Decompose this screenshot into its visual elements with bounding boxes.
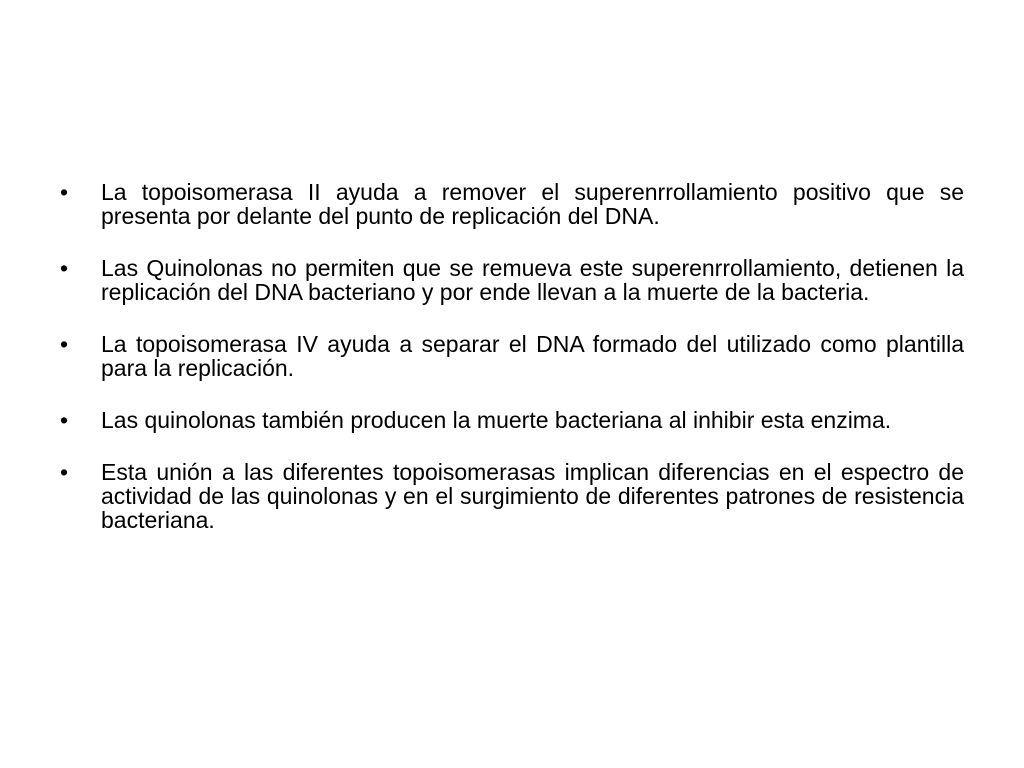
bullet-item-quinolonas-replicacion bbox=[60, 256, 964, 304]
bullet-text: Esta unión a las diferentes topoisomerasas implican diferencias en el espectro de actividad de las quinolonas y en el surgimiento de diferentes patrones de resistencia bacteriana. bbox=[101, 459, 964, 533]
bullet-text: La topoisomerasa II ayuda a remover el superenrrollamiento positivo que se presenta por delante del punto de replicación del DNA. bbox=[101, 179, 964, 229]
bullet-item-quinolonas-enzima bbox=[60, 408, 964, 432]
bullet-text: Las quinolonas también producen la muerte bacteriana al inhibir esta enzima. bbox=[101, 407, 892, 433]
bullet-icon: • bbox=[60, 179, 69, 205]
bullet-item-topoisomerasa-ii bbox=[60, 180, 964, 228]
bullet-item-topoisomerasas-resistencia bbox=[60, 460, 964, 532]
bullet-text: Las Quinolonas no permiten que se remueva este superenrrollamiento, detienen la replicación del DNA bacteriano y por ende llevan a la muerte de la bacteria. bbox=[101, 255, 964, 305]
bullet-icon: • bbox=[60, 459, 69, 485]
bullet-icon: • bbox=[60, 255, 69, 281]
bullet-item-topoisomerasa-iv bbox=[60, 332, 964, 380]
bullet-icon: • bbox=[60, 331, 69, 357]
bullet-text: La topoisomerasa IV ayuda a separar el DNA formado del utilizado como plantilla para la replicación. bbox=[101, 331, 964, 381]
bullet-list bbox=[60, 180, 964, 532]
bullet-icon: • bbox=[60, 407, 69, 433]
